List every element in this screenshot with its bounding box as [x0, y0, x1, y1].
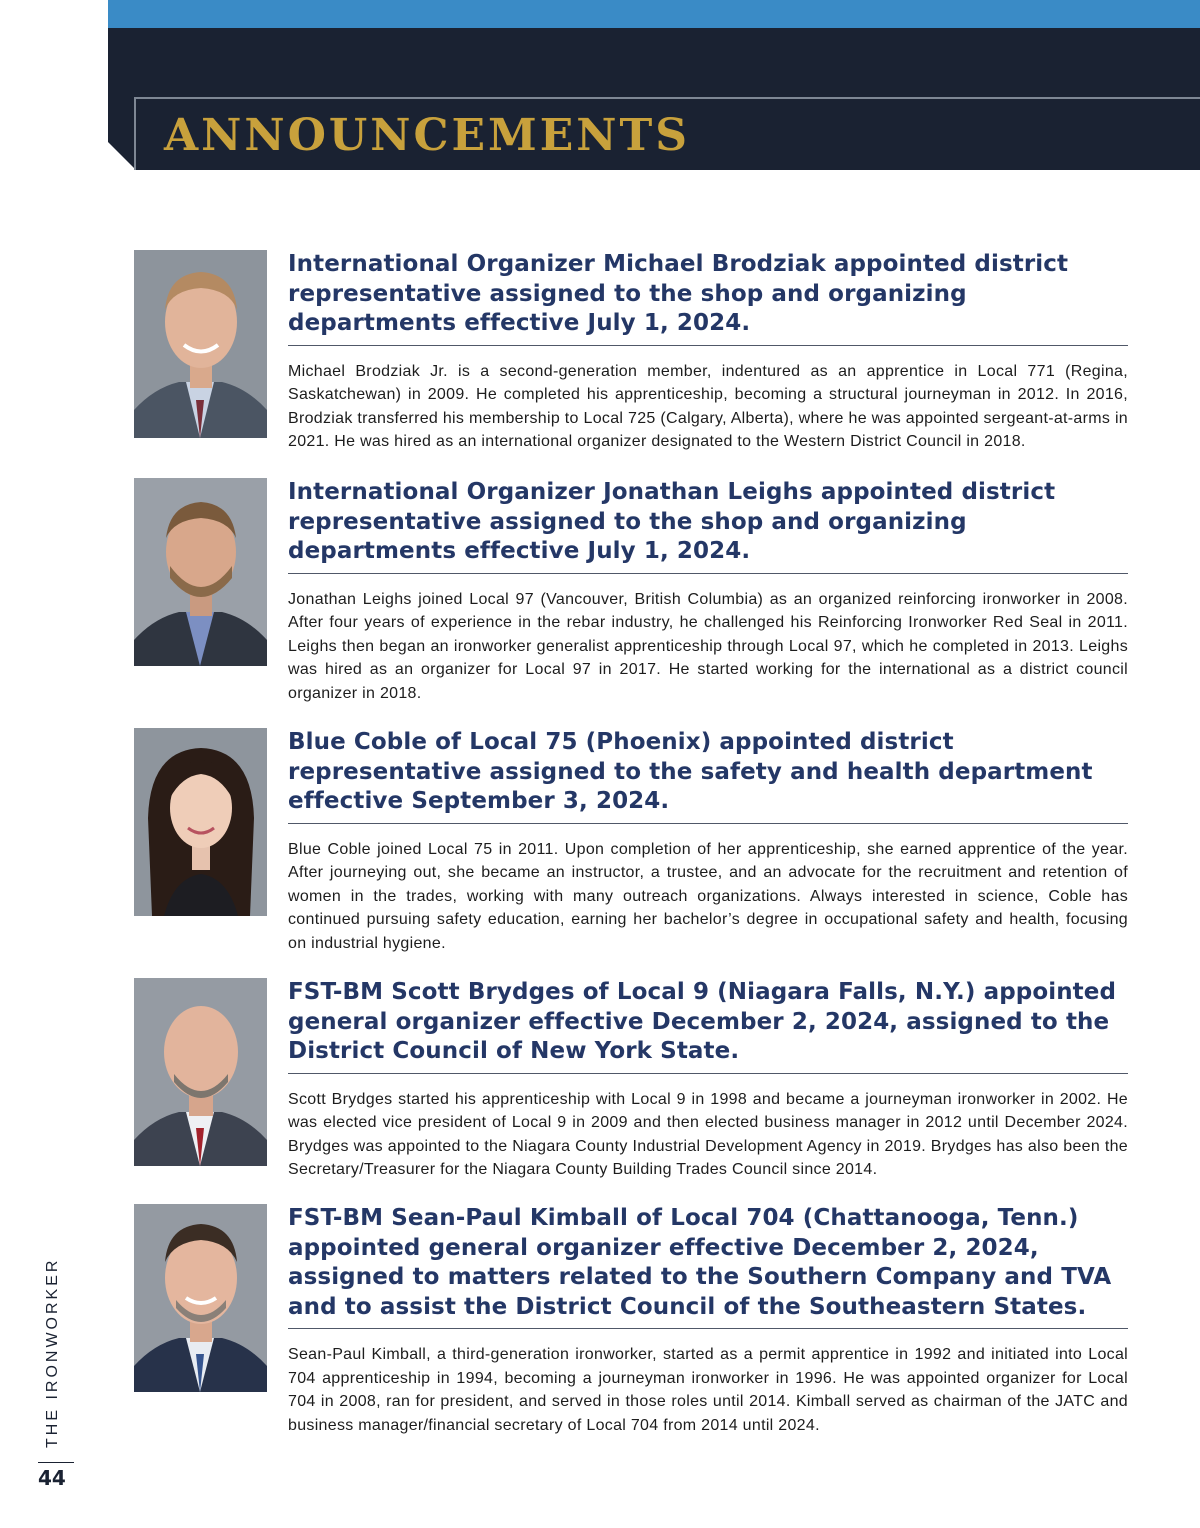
announcement-text	[288, 728, 1128, 955]
announcement-heading: Blue Coble of Local 75 (Phoenix) appointed district representative assigned to the safety and health department effective September 3, 2024.	[288, 729, 1093, 814]
header-blue-stripe	[108, 0, 1200, 28]
announcement-body: Jonathan Leighs joined Local 97 (Vancouver, British Columbia) as an organized reinforcing ironworker in 2008. After four years of experience in the rebar industry, he challenged his Reinforcing Ironworker Red Seal in 2011. Leighs then began an ironworker generalist apprenticeship through Local 97, which he completed in 2013. Leighs was hired as an organizer for Local 97 in 2017. He started working for the international as a district council organizer in 2018.	[288, 590, 1128, 702]
heading-divider	[288, 823, 1128, 824]
header-gutter	[0, 0, 108, 170]
announcement-body: Michael Brodziak Jr. is a second-generation member, indentured as an apprentice in Local 771 (Regina, Saskatchewan) in 2009. He completed his apprenticeship, becoming a structural journeyman in 2012. In 2016, Brodziak transferred his membership to Local 725 (Calgary, Alberta), where he was appointed sergeant-at-arms in 2021. He was hired as an international organizer designated to the Western District Council in 2018.	[288, 362, 1128, 450]
portrait-photo	[134, 728, 267, 916]
portrait-photo	[134, 978, 267, 1166]
announcement-text	[288, 1204, 1128, 1437]
heading-divider	[288, 1328, 1128, 1329]
portrait-photo	[134, 478, 267, 666]
announcement-text	[288, 978, 1128, 1182]
portrait-photo	[134, 1204, 267, 1392]
announcement-body: Sean-Paul Kimball, a third-generation ironworker, started as a permit apprentice in 1992 and initiated into Local 704 apprenticeship in 1994, becoming a journeyman ironworker in 1996. He was appointed organizer for Local 704 in 2008, ran for president, and served in those roles until 2014. Kimball served as chairman of the JATC and business manager/financial secretary of Local 704 from 2014 until 2024.	[288, 1346, 1128, 1434]
page-title: ANNOUNCEMENTS	[164, 110, 691, 161]
announcement-heading: International Organizer Michael Brodziak appointed district representative assigned to the shop and organizing departments effective July 1, 2024.	[288, 251, 1069, 336]
announcement-body: Scott Brydges started his apprenticeship with Local 9 in 1998 and became a journeyman ironworker in 2002. He was elected vice president of Local 9 in 2009 and then elected business manager in 2012 until December 2024. Brydges was appointed to the Niagara County Industrial Development Agency in 2019. Brydges has also been the Secretary/Treasurer for the Niagara County Building Trades Council since 2014.	[288, 1090, 1128, 1178]
announcement-heading: International Organizer Jonathan Leighs appointed district representative assigned to the shop and organizing departments effective July 1, 2024.	[288, 479, 1056, 564]
announcement-heading: FST-BM Sean-Paul Kimball of Local 704 (Chattanooga, Tenn.) appointed general organizer effective December 2, 2024, assigned to matters related to the Southern Company and TVA and to assist the District Council of the Southeastern States.	[288, 1205, 1112, 1320]
announcement-body: Blue Coble joined Local 75 in 2011. Upon completion of her apprenticeship, she earned apprentice of the year. After journeying out, she became an instructor, a trustee, and an advocate for the recruitment and retention of women in the trades, working with many outreach organizations. Always interested in science, Coble has continued pursuing safety education, earning her bachelor’s degree in occupational safety and health, focusing on industrial hygiene.	[288, 840, 1128, 952]
header-band	[0, 0, 1200, 170]
announcement-text	[288, 478, 1128, 705]
header-corner-notch	[108, 142, 136, 170]
heading-divider	[288, 345, 1128, 346]
footer-divider	[38, 1462, 74, 1463]
publication-name: THE IRONWORKER	[44, 1257, 61, 1448]
portrait-photo	[134, 250, 267, 438]
announcement-text	[288, 250, 1128, 454]
heading-divider	[288, 1073, 1128, 1074]
heading-divider	[288, 573, 1128, 574]
page-number: 44	[38, 1466, 66, 1490]
announcement-heading: FST-BM Scott Brydges of Local 9 (Niagara Falls, N.Y.) appointed general organizer effective December 2, 2024, assigned to the District Council of New York State.	[288, 979, 1117, 1064]
